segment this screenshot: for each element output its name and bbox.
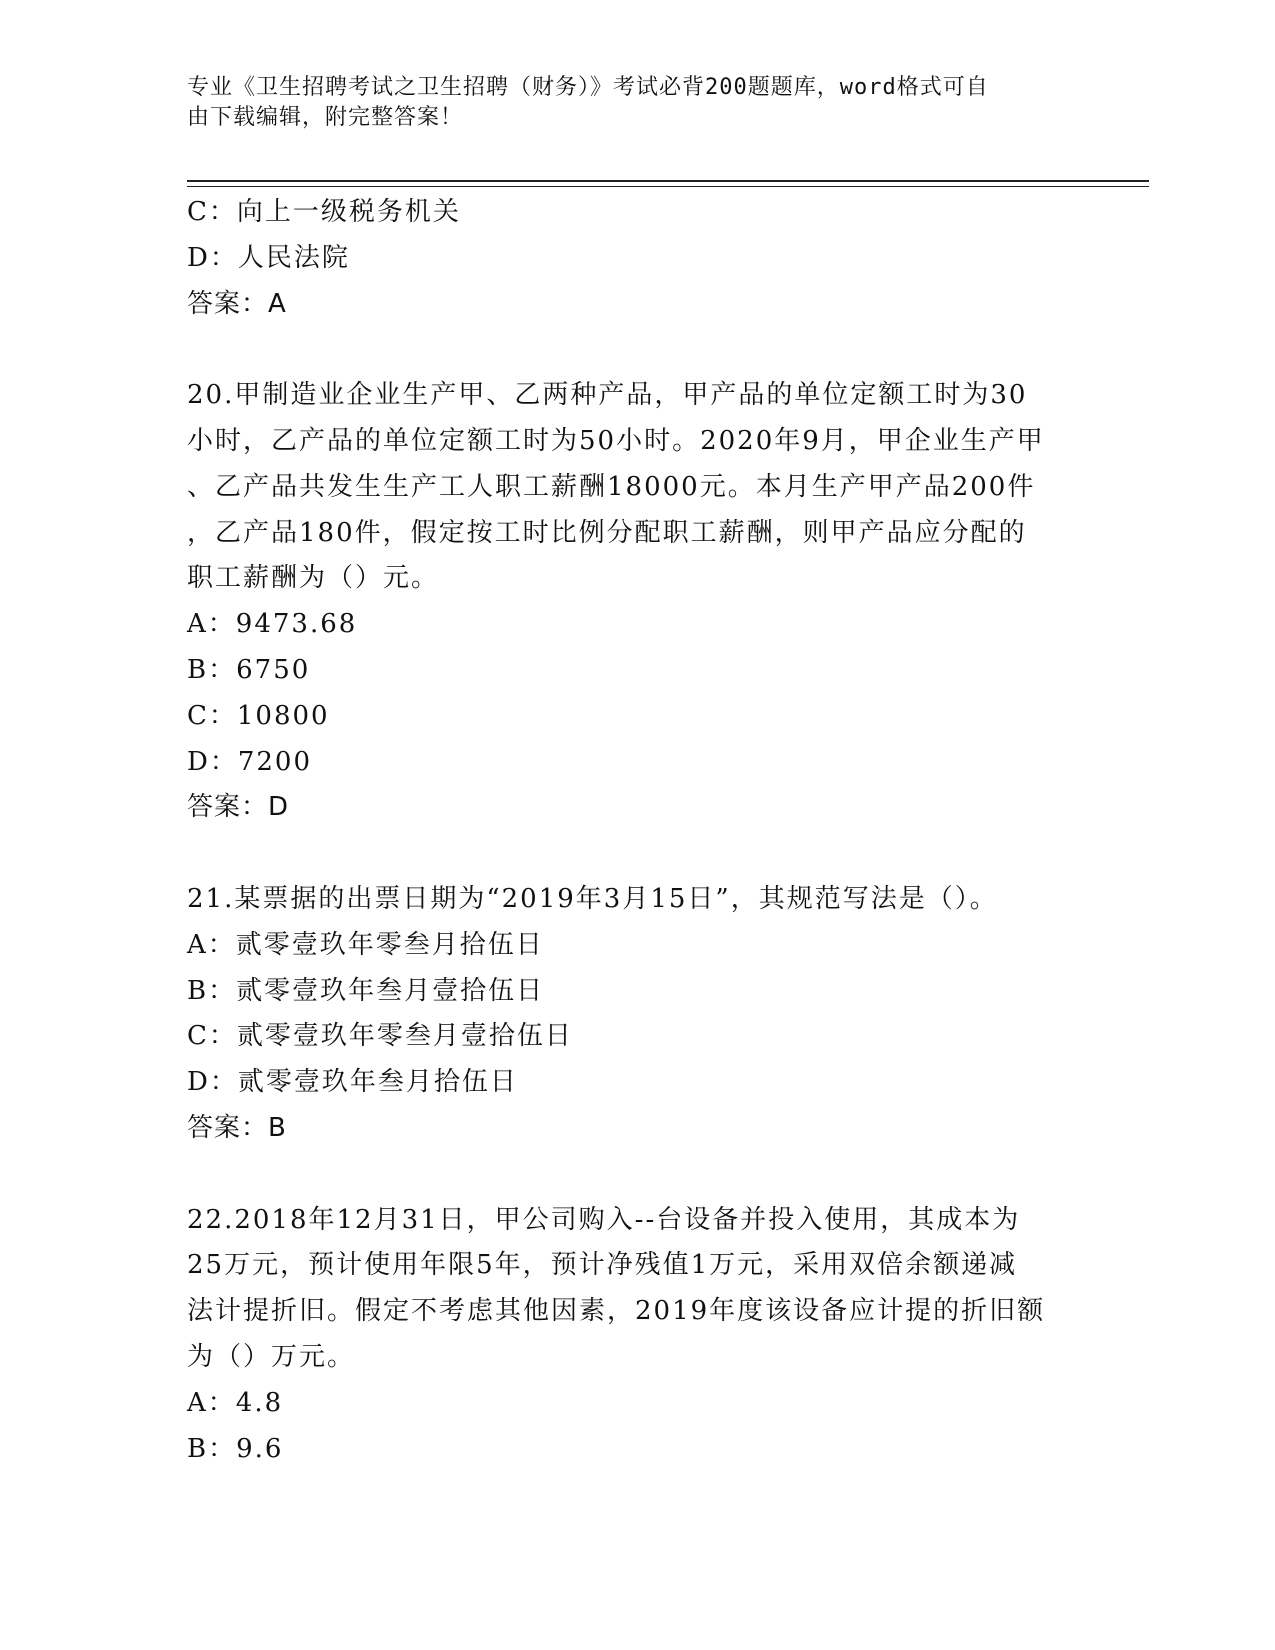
q22-option-a: A：4.8 [187,1387,284,1418]
question-content [187,190,1087,1472]
q21-stem: 21.某票据的出票日期为“2019年3月15日”，其规范写法是（）。 [187,883,998,914]
q21-option-a: A：贰零壹玖年零叁月拾伍日 [187,929,544,960]
q20-stem-line-5: 职工薪酬为（）元。 [187,563,440,594]
spacer [187,1152,1087,1198]
q20-answer: 答案：D [187,792,290,823]
q22-stem-line-1: 22.2018年12月31日，甲公司购入--台设备并投入使用，其成本为 [187,1204,1021,1235]
document-header [187,73,1067,133]
q22-stem-line-4: 为（）万元。 [187,1341,356,1372]
q21-option-d: D：贰零壹玖年叁月拾伍日 [187,1067,518,1098]
q20-option-d: D：7200 [187,746,313,777]
header-divider-thin [187,186,1149,187]
q22-stem-line-3: 法计提折旧。假定不考虑其他因素，2019年度该设备应计提的折旧额 [187,1296,1046,1327]
q21-option-c: C：贰零壹玖年零叁月壹拾伍日 [187,1021,573,1052]
spacer [187,327,1087,373]
q20-stem-line-1: 20.甲制造业企业生产甲、乙两种产品，甲产品的单位定额工时为30 [187,380,1028,411]
q20-stem-line-2: 小时，乙产品的单位定额工时为50小时。2020年9月，甲企业生产甲 [187,425,1045,456]
q19-option-d: D：人民法院 [187,242,350,273]
q20-option-a: A：9473.68 [187,609,358,640]
q19-answer: 答案：A [187,288,287,319]
q21-answer: 答案：B [187,1112,287,1143]
q19-option-c: C：向上一级税务机关 [187,197,461,227]
q20-stem-line-4: ，乙产品180件，假定按工时比例分配职工薪酬，则甲产品应分配的 [187,517,1027,548]
q22-stem-line-2: 25万元，预计使用年限5年，预计净残值1万元，采用双倍余额递减 [187,1250,1018,1281]
header-line-2: 由下载编辑，附完整答案！ [187,105,464,130]
q20-option-c: C：10800 [187,700,330,731]
q22-option-b: B：9.6 [187,1433,284,1464]
q20-stem-line-3: 、乙产品共发生生产工人职工薪酬18000元。本月生产甲产品200件 [187,471,1036,502]
header-line-1: 专业《卫生招聘考试之卫生招聘（财务）》考试必背200题题库，word格式可自 [187,75,989,100]
q20-option-b: B：6750 [187,654,311,685]
q21-option-b: B：贰零壹玖年叁月壹拾伍日 [187,975,545,1006]
header-divider-thick [187,180,1149,182]
spacer [187,831,1087,877]
